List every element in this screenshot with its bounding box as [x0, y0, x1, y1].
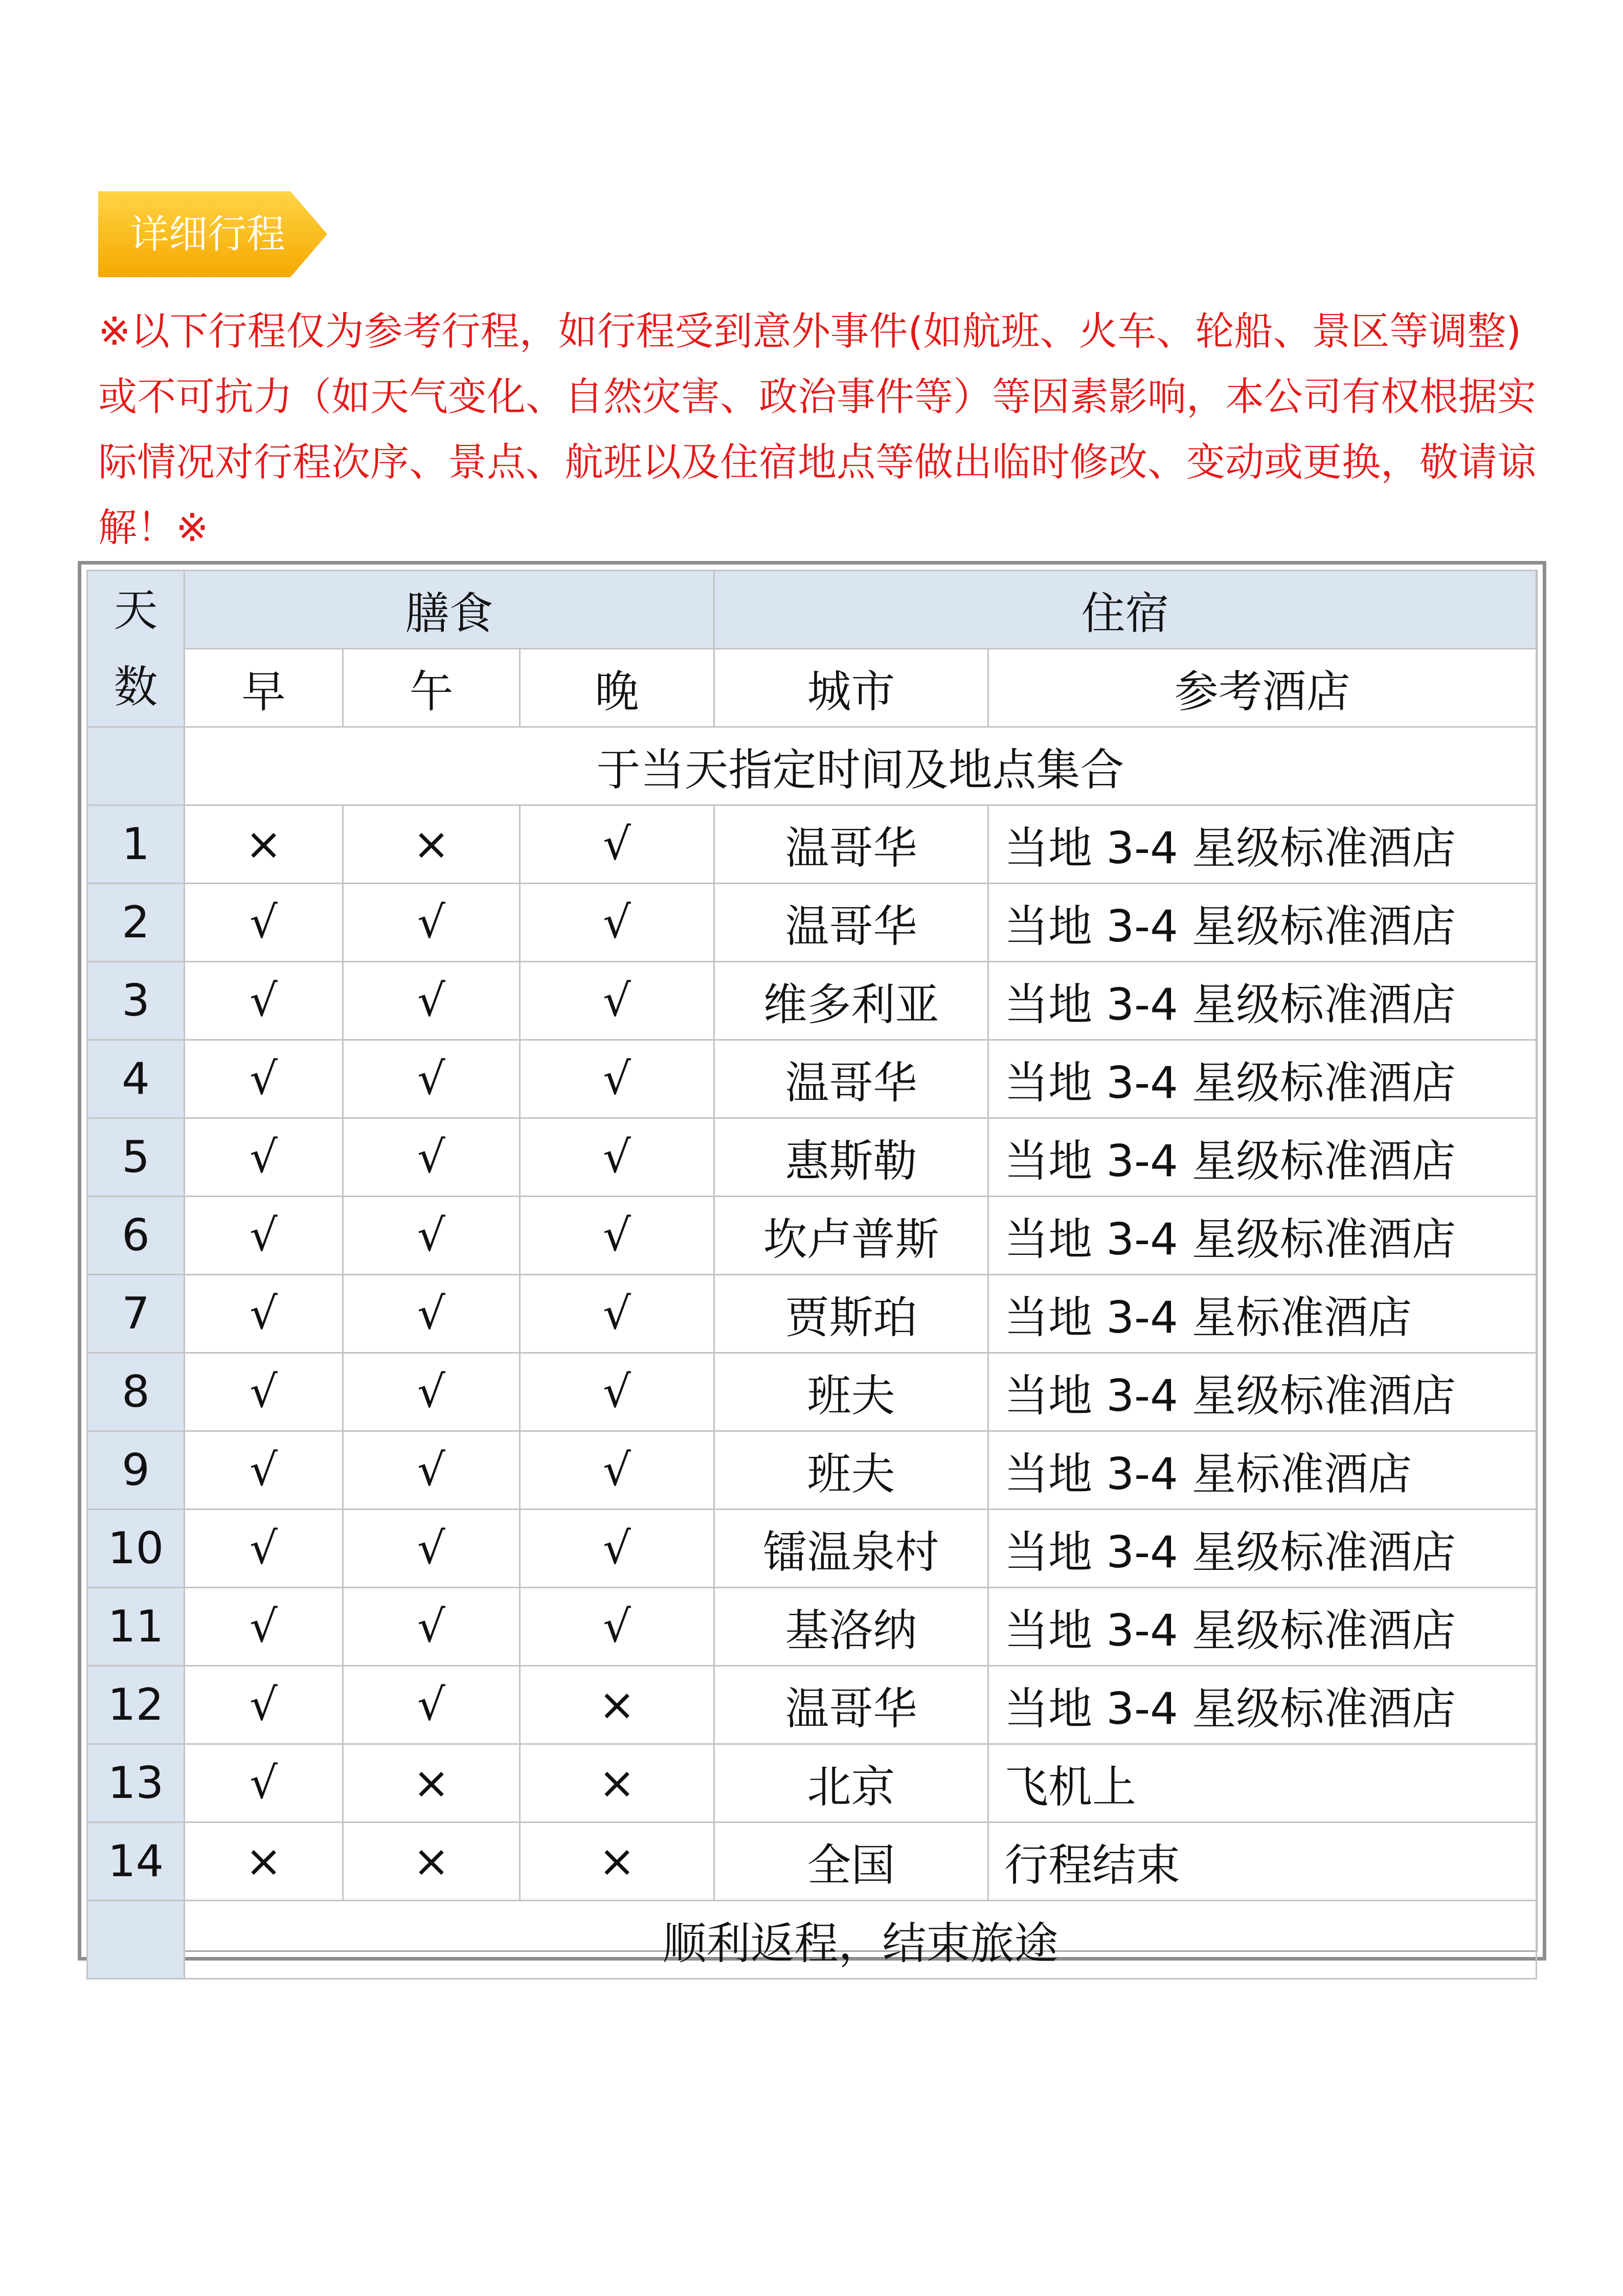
city-cell: 温哥华 — [714, 1040, 988, 1118]
header-row-sub — [87, 649, 1537, 727]
gather-note: 于当天指定时间及地点集合 — [185, 727, 1537, 805]
breakfast-cell: √ — [185, 1666, 343, 1744]
table-row — [87, 1822, 1537, 1901]
lunch-cell: √ — [343, 1666, 520, 1744]
lunch-cell: √ — [343, 1431, 520, 1510]
day-number: 11 — [87, 1588, 185, 1666]
breakfast-cell: √ — [185, 1353, 343, 1431]
lunch-cell: √ — [343, 1197, 520, 1275]
header-lodging: 住宿 — [714, 571, 1537, 649]
lunch-cell: √ — [343, 1510, 520, 1588]
city-cell: 全国 — [714, 1822, 988, 1901]
hotel-cell: 当地 3-4 星级标准酒店 — [988, 1040, 1537, 1118]
day-cell-empty — [87, 727, 185, 805]
breakfast-cell: × — [185, 805, 343, 884]
table-row — [87, 1666, 1537, 1744]
day-number: 12 — [87, 1666, 185, 1744]
end-row — [87, 1901, 1537, 1979]
breakfast-cell: √ — [185, 1040, 343, 1118]
header-day-line: 数 — [114, 661, 158, 713]
table-row — [87, 805, 1537, 884]
dinner-cell: × — [520, 1744, 714, 1822]
notice-line: 或不可抗力（如天气变化、自然灾害、政治事件等）等因素影响，本公司有权根据实 — [98, 374, 1536, 419]
section-title: 详细行程 — [130, 211, 285, 257]
dinner-cell: √ — [520, 1118, 714, 1197]
itinerary-table-frame — [78, 561, 1546, 1969]
header-breakfast: 早 — [185, 649, 343, 727]
hotel-cell: 行程结束 — [988, 1822, 1537, 1901]
lunch-cell: × — [343, 805, 520, 884]
city-cell: 班夫 — [714, 1353, 988, 1431]
section-title-banner — [98, 191, 327, 277]
breakfast-cell: √ — [185, 1510, 343, 1588]
lunch-cell: √ — [343, 962, 520, 1040]
day-number: 10 — [87, 1510, 185, 1588]
dinner-cell: √ — [520, 962, 714, 1040]
day-number: 5 — [87, 1118, 185, 1197]
dinner-cell: √ — [520, 1510, 714, 1588]
city-cell: 温哥华 — [714, 1666, 988, 1744]
breakfast-cell: √ — [185, 1744, 343, 1822]
day-number: 3 — [87, 962, 185, 1040]
breakfast-cell: √ — [185, 1275, 343, 1353]
city-cell: 温哥华 — [714, 805, 988, 884]
dinner-cell: √ — [520, 1040, 714, 1118]
city-cell: 坎卢普斯 — [714, 1197, 988, 1275]
dinner-cell: √ — [520, 1275, 714, 1353]
itinerary-notice — [98, 299, 1535, 560]
breakfast-cell: √ — [185, 1118, 343, 1197]
breakfast-cell: √ — [185, 1588, 343, 1666]
dinner-cell: √ — [520, 1197, 714, 1275]
city-cell: 贾斯珀 — [714, 1275, 988, 1353]
lunch-cell: √ — [343, 1588, 520, 1666]
hotel-cell: 当地 3-4 星级标准酒店 — [988, 1666, 1537, 1744]
day-number: 6 — [87, 1197, 185, 1275]
table-row — [87, 1744, 1537, 1822]
table-row — [87, 1275, 1537, 1353]
hotel-cell: 当地 3-4 星级标准酒店 — [988, 1353, 1537, 1431]
day-number: 2 — [87, 884, 185, 962]
day-number: 8 — [87, 1353, 185, 1431]
itinerary-table — [86, 570, 1537, 1979]
lunch-cell: √ — [343, 1040, 520, 1118]
header-row-top — [87, 571, 1537, 649]
lunch-cell: √ — [343, 884, 520, 962]
table-row — [87, 1040, 1537, 1118]
header-lunch: 午 — [343, 649, 520, 727]
day-cell-empty — [87, 1901, 185, 1979]
day-number: 14 — [87, 1822, 185, 1901]
breakfast-cell: √ — [185, 884, 343, 962]
dinner-cell: √ — [520, 1588, 714, 1666]
day-number: 7 — [87, 1275, 185, 1353]
header-hotel: 参考酒店 — [988, 649, 1537, 727]
hotel-cell: 当地 3-4 星标准酒店 — [988, 1275, 1537, 1353]
table-row — [87, 1588, 1537, 1666]
day-number: 9 — [87, 1431, 185, 1510]
header-day-line: 天 — [114, 584, 158, 636]
hotel-cell: 当地 3-4 星级标准酒店 — [988, 805, 1537, 884]
header-day — [87, 571, 185, 727]
end-note: 顺利返程，结束旅途 — [185, 1901, 1537, 1979]
notice-line: 解！※ — [98, 505, 209, 550]
hotel-cell: 当地 3-4 星级标准酒店 — [988, 884, 1537, 962]
lunch-cell: √ — [343, 1275, 520, 1353]
hotel-cell: 当地 3-4 星级标准酒店 — [988, 1197, 1537, 1275]
hotel-cell: 当地 3-4 星级标准酒店 — [988, 1510, 1537, 1588]
breakfast-cell: √ — [185, 1197, 343, 1275]
dinner-cell: √ — [520, 805, 714, 884]
city-cell: 北京 — [714, 1744, 988, 1822]
hotel-cell: 飞机上 — [988, 1744, 1537, 1822]
notice-line: ※以下行程仅为参考行程，如行程受到意外事件(如航班、火车、轮船、景区等调整) — [98, 308, 1521, 354]
city-cell: 惠斯勒 — [714, 1118, 988, 1197]
table-row — [87, 1353, 1537, 1431]
breakfast-cell: √ — [185, 962, 343, 1040]
notice-line: 际情况对行程次序、景点、航班以及住宿地点等做出临时修改、变动或更换，敬请谅 — [98, 439, 1536, 485]
table-row — [87, 1197, 1537, 1275]
day-number: 4 — [87, 1040, 185, 1118]
breakfast-cell: × — [185, 1822, 343, 1901]
day-number: 1 — [87, 805, 185, 884]
dinner-cell: √ — [520, 1431, 714, 1510]
lunch-cell: × — [343, 1822, 520, 1901]
city-cell: 温哥华 — [714, 884, 988, 962]
table-row — [87, 1118, 1537, 1197]
dinner-cell: √ — [520, 1353, 714, 1431]
gather-row — [87, 727, 1537, 805]
header-city: 城市 — [714, 649, 988, 727]
hotel-cell: 当地 3-4 星级标准酒店 — [988, 1118, 1537, 1197]
hotel-cell: 当地 3-4 星级标准酒店 — [988, 962, 1537, 1040]
table-row — [87, 1510, 1537, 1588]
lunch-cell: × — [343, 1744, 520, 1822]
lunch-cell: √ — [343, 1353, 520, 1431]
city-cell: 基洛纳 — [714, 1588, 988, 1666]
table-row — [87, 1431, 1537, 1510]
header-meals: 膳食 — [185, 571, 714, 649]
table-row — [87, 962, 1537, 1040]
city-cell: 班夫 — [714, 1431, 988, 1510]
header-dinner: 晚 — [520, 649, 714, 727]
lunch-cell: √ — [343, 1118, 520, 1197]
dinner-cell: √ — [520, 884, 714, 962]
table-row — [87, 884, 1537, 962]
day-number: 13 — [87, 1744, 185, 1822]
dinner-cell: × — [520, 1666, 714, 1744]
breakfast-cell: √ — [185, 1431, 343, 1510]
city-cell: 镭温泉村 — [714, 1510, 988, 1588]
dinner-cell: × — [520, 1822, 714, 1901]
hotel-cell: 当地 3-4 星标准酒店 — [988, 1431, 1537, 1510]
hotel-cell: 当地 3-4 星级标准酒店 — [988, 1588, 1537, 1666]
city-cell: 维多利亚 — [714, 962, 988, 1040]
